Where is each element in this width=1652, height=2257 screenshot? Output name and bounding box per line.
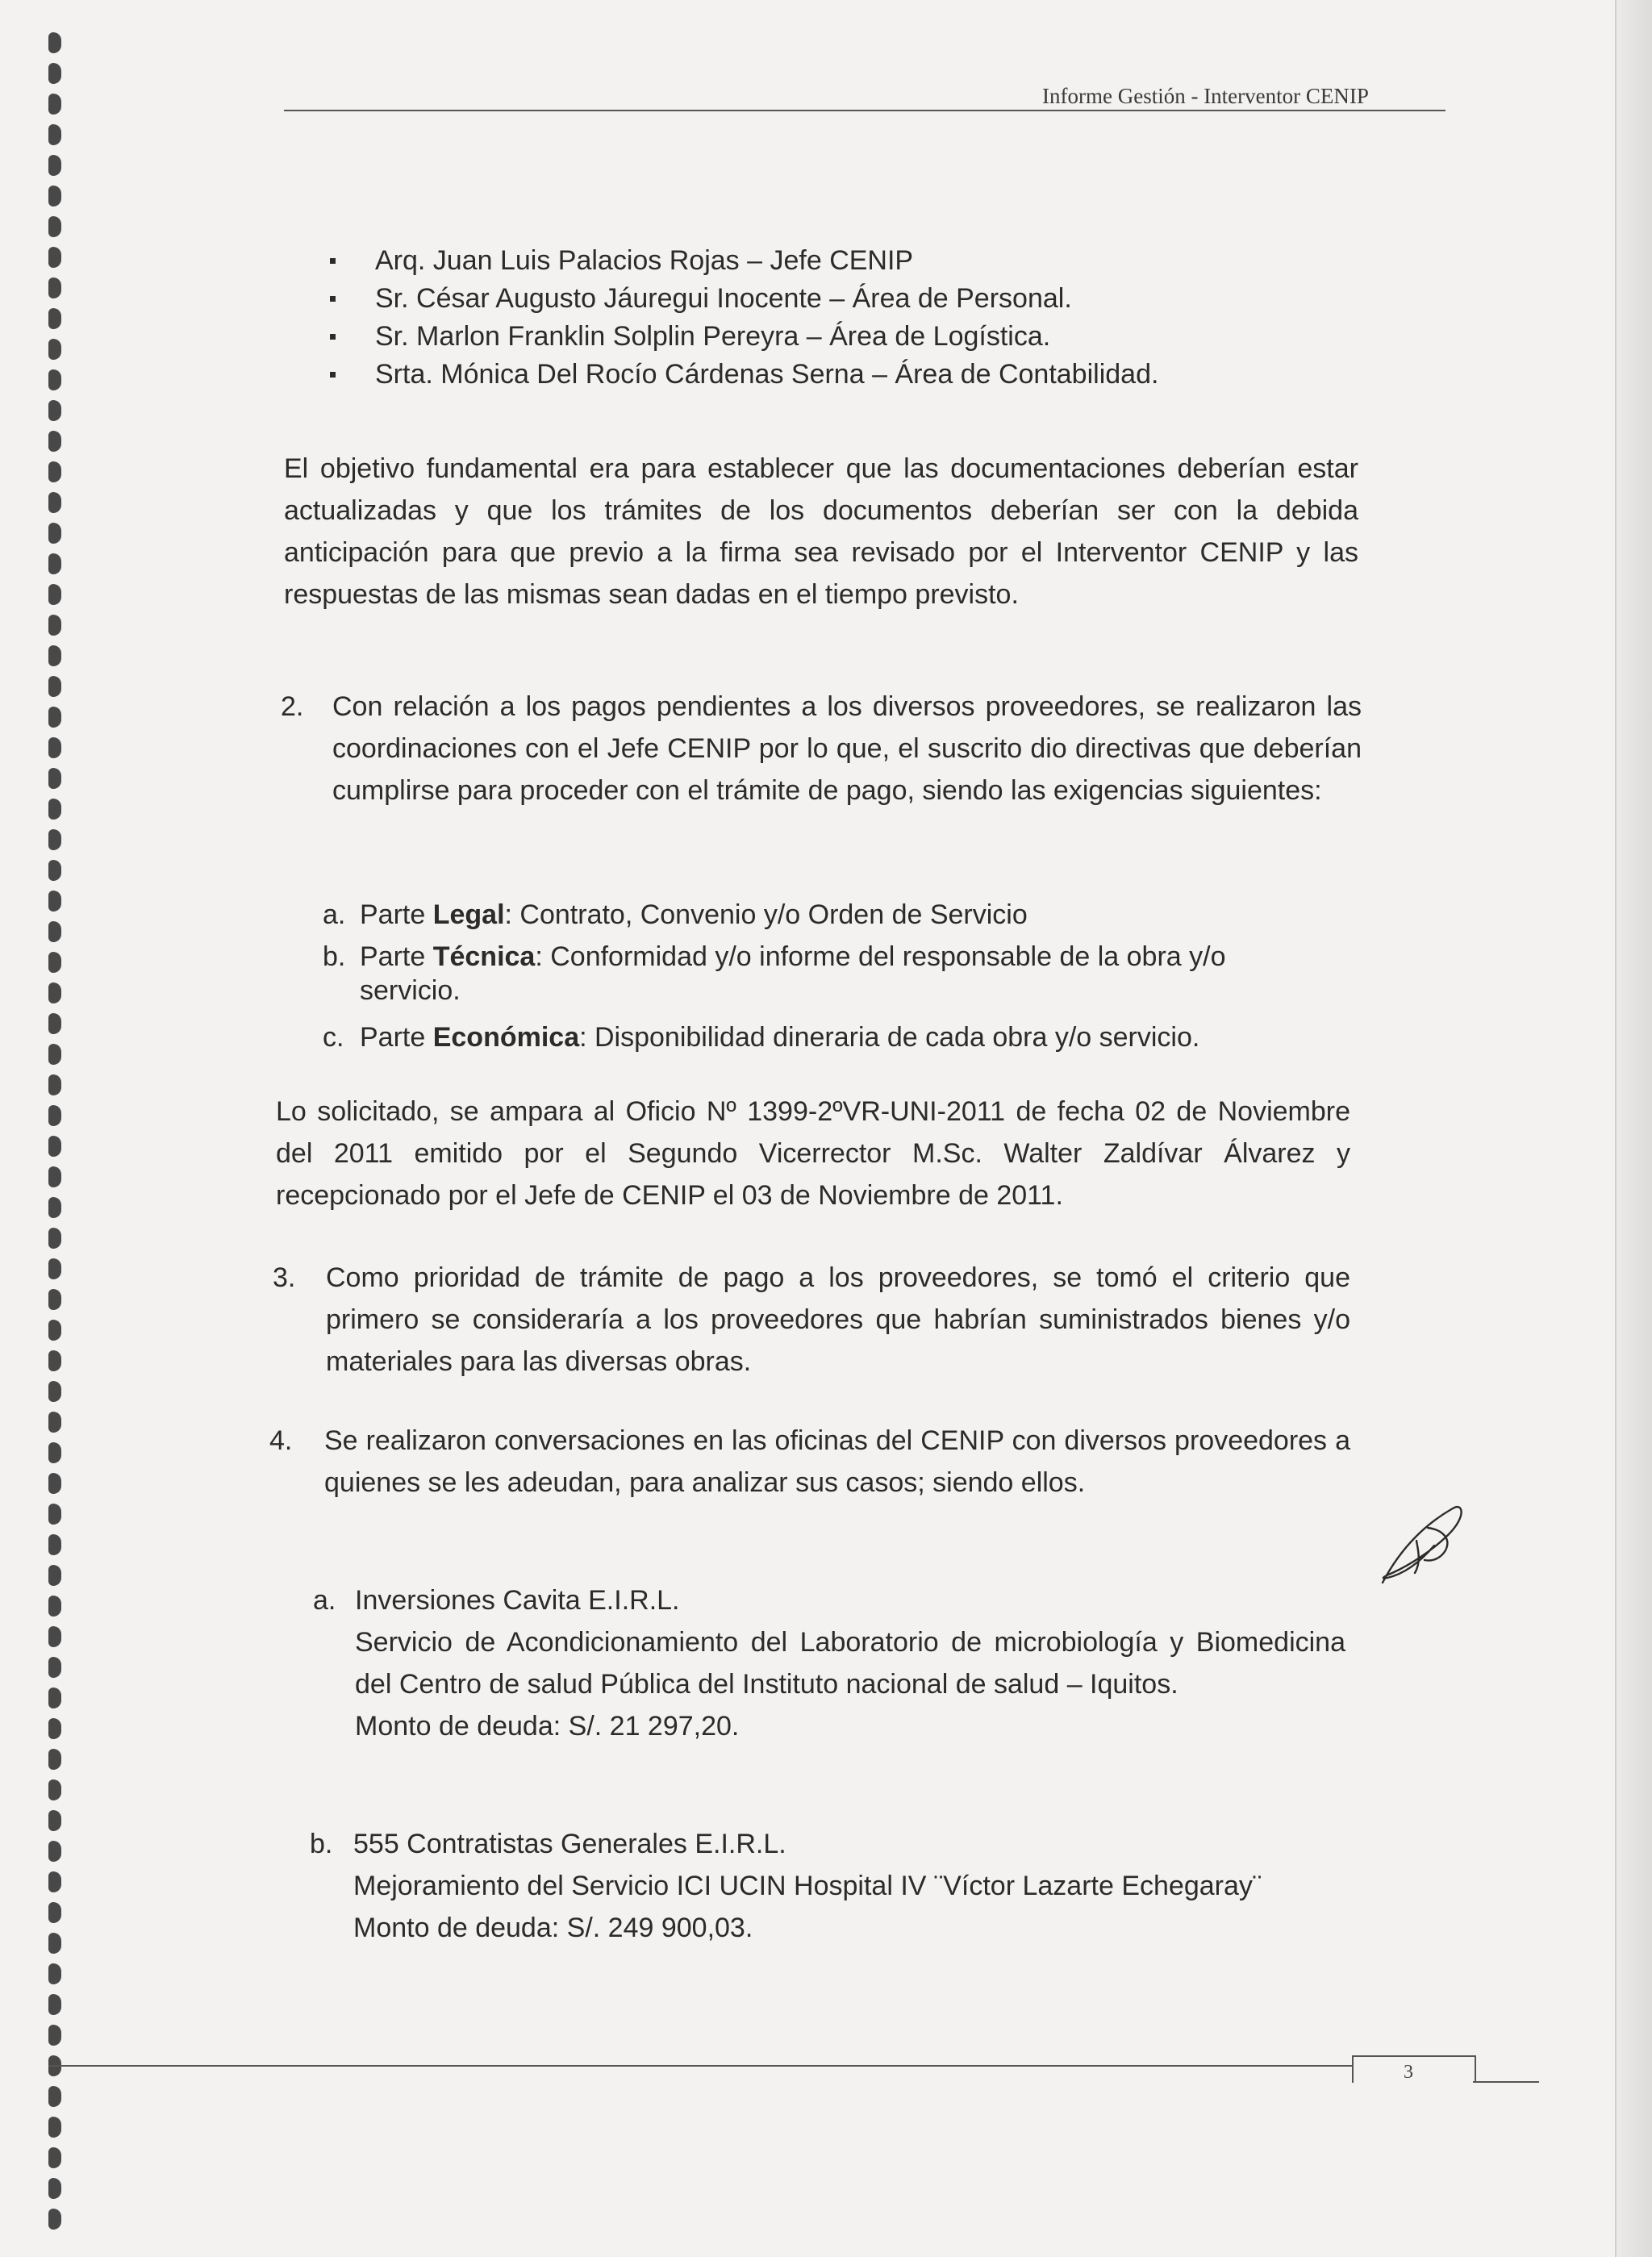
binding-hole-icon bbox=[48, 277, 61, 298]
list-item: Sr. Marlon Franklin Solplin Pereyra – Área de Logística. bbox=[327, 318, 1375, 356]
bullet-square-icon bbox=[330, 372, 336, 378]
requirement-tecnica-continuation: servicio. bbox=[360, 975, 461, 1006]
binding-hole-icon bbox=[48, 492, 61, 513]
binding-hole-icon bbox=[48, 1657, 61, 1678]
requirement-economica: c. Parte Económica: Disponibilidad dineraria de cada obra y/o servicio. bbox=[323, 1022, 1200, 1053]
binding-hole-icon bbox=[48, 2147, 61, 2168]
list-item: Arq. Juan Luis Palacios Rojas – Jefe CENIP bbox=[327, 242, 1375, 280]
binding-hole-icon bbox=[48, 952, 61, 973]
page-number-box bbox=[1352, 2055, 1476, 2083]
provider-name: 555 Contratistas Generales E.I.R.L. bbox=[353, 1829, 786, 1859]
binding-hole-icon bbox=[48, 339, 61, 360]
binding-hole-icon bbox=[48, 1534, 61, 1555]
binding-hole-icon bbox=[48, 1228, 61, 1249]
binding-hole-icon bbox=[48, 921, 61, 942]
binding-hole-icon bbox=[48, 1718, 61, 1739]
item-4 bbox=[269, 1420, 1350, 1549]
binding-hole-icon bbox=[48, 1565, 61, 1586]
binding-hole-icon bbox=[48, 584, 61, 605]
binding-hole-icon bbox=[48, 891, 61, 912]
requirement-tecnica: b. Parte Técnica: Conformidad y/o informe del responsable de la obra y/o bbox=[323, 941, 1226, 972]
binding-hole-icon bbox=[48, 94, 61, 115]
binding-hole-icon bbox=[48, 1810, 61, 1831]
binding-hole-icon bbox=[48, 1381, 61, 1402]
binding-hole-icon bbox=[48, 1442, 61, 1463]
binding-hole-icon bbox=[48, 431, 61, 452]
binding-hole-icon bbox=[48, 523, 61, 544]
item-text: Se realizaron conversaciones en las oficinas del CENIP con diversos proveedores a quienes se les adeudan, para analizar sus casos; siendo ellos. bbox=[324, 1425, 1350, 1498]
provider-body bbox=[355, 1579, 1345, 1747]
binding-hole-icon bbox=[48, 1074, 61, 1095]
provider-letter: a. bbox=[313, 1585, 336, 1616]
list-item: Srta. Mónica Del Rocío Cárdenas Serna – Área de Contabilidad. bbox=[327, 356, 1375, 394]
binding-hole-icon bbox=[48, 124, 61, 145]
header-rule bbox=[284, 110, 1446, 111]
item-number: 3. bbox=[273, 1262, 296, 1293]
binding-hole-icon bbox=[48, 2025, 61, 2046]
provider-item bbox=[310, 1823, 1342, 2000]
binding-hole-icon bbox=[48, 400, 61, 421]
binding-hole-icon bbox=[48, 1166, 61, 1187]
binding-hole-icon bbox=[48, 461, 61, 482]
binding-hole-icon bbox=[48, 829, 61, 850]
binding-hole-icon bbox=[48, 1258, 61, 1279]
binding-hole-icon bbox=[48, 32, 61, 53]
binding-hole-icon bbox=[48, 1902, 61, 1923]
provider-debt: Monto de deuda: S/. 249 900,03. bbox=[353, 1913, 753, 1943]
binding-hole-icon bbox=[48, 1013, 61, 1034]
binding-hole-icon bbox=[48, 1871, 61, 1892]
binding-hole-icon bbox=[48, 1779, 61, 1800]
binding-hole-icon bbox=[48, 2117, 61, 2138]
bullet-square-icon bbox=[330, 258, 336, 264]
bullet-square-icon bbox=[330, 334, 336, 340]
binding-hole-icon bbox=[48, 1289, 61, 1310]
provider-body bbox=[353, 1823, 1342, 1949]
binding-hole-icon bbox=[48, 982, 61, 1003]
footer-rule-end bbox=[1473, 2081, 1539, 2083]
binding-hole-icon bbox=[48, 1963, 61, 1984]
oficio-paragraph: Lo solicitado, se ampara al Oficio Nº 1399-2ºVR-UNI-2011 de fecha 02 de Noviembre del 2011 emitido por el Segundo Vicerrector M.Sc. Walter Zaldívar Álvarez y recepcionado por el Jefe de CENIP el 03 de Noviembre de 2011. bbox=[276, 1096, 1350, 1211]
provider-debt: Monto de deuda: S/. 21 297,20. bbox=[355, 1711, 740, 1742]
binding-hole-icon bbox=[48, 1688, 61, 1708]
binding-hole-icon bbox=[48, 308, 61, 329]
item-text: Como prioridad de trámite de pago a los proveedores, se tomó el criterio que primero se consideraría a los proveedores que habrían suministrados bienes y/o materiales para las diversas obras. bbox=[326, 1262, 1350, 1377]
binding-hole-icon bbox=[48, 799, 61, 820]
binding-hole-icon bbox=[48, 1105, 61, 1126]
binding-hole-icon bbox=[48, 1320, 61, 1341]
page-number: 3 bbox=[1404, 2062, 1413, 2083]
binding-hole-icon bbox=[48, 1197, 61, 1218]
item-number: 2. bbox=[281, 691, 304, 722]
binding-hole-icon bbox=[48, 1044, 61, 1065]
bullet-square-icon bbox=[330, 296, 336, 302]
signature-icon bbox=[1368, 1492, 1473, 1597]
binding-hole-icon bbox=[48, 707, 61, 728]
binding-hole-icon bbox=[48, 186, 61, 207]
objective-paragraph: El objetivo fundamental era para establecer que las documentaciones deberían estar actualizadas y que los trámites de los documentos deberían ser con la debida anticipación para que previo a la firma sea revisado por el Interventor CENIP y las respuestas de las mismas sean dadas en el tiempo previsto. bbox=[284, 453, 1358, 610]
binding-hole-icon bbox=[48, 247, 61, 268]
binding-hole-icon bbox=[48, 645, 61, 666]
binding-holes bbox=[0, 0, 65, 2257]
binding-hole-icon bbox=[48, 615, 61, 636]
requirement-legal: a. Parte Legal: Contrato, Convenio y/o Orden de Servicio bbox=[323, 899, 1028, 930]
binding-hole-icon bbox=[48, 1749, 61, 1770]
binding-hole-icon bbox=[48, 737, 61, 758]
binding-hole-icon bbox=[48, 63, 61, 84]
item-2 bbox=[281, 686, 1362, 855]
binding-hole-icon bbox=[48, 676, 61, 697]
header-title: Informe Gestión - Interventor CENIP bbox=[1042, 84, 1369, 108]
provider-service: Mejoramiento del Servicio ICI UCIN Hospital IV ¨Víctor Lazarte Echegaray¨ bbox=[353, 1871, 1262, 1901]
list-item: Sr. César Augusto Jáuregui Inocente – Área de Personal. bbox=[327, 280, 1375, 318]
provider-letter: b. bbox=[310, 1829, 333, 1859]
binding-hole-icon bbox=[48, 155, 61, 176]
binding-hole-icon bbox=[48, 1136, 61, 1157]
binding-hole-icon bbox=[48, 860, 61, 881]
binding-hole-icon bbox=[48, 369, 61, 390]
binding-hole-icon bbox=[48, 2086, 61, 2107]
page-edge-shadow bbox=[1615, 0, 1652, 2257]
binding-hole-icon bbox=[48, 1473, 61, 1494]
binding-hole-icon bbox=[48, 1504, 61, 1525]
item-3 bbox=[273, 1257, 1350, 1386]
item-text: Con relación a los pagos pendientes a los diversos proveedores, se realizaron las coordinaciones con el Jefe CENIP por lo que, el suscrito dio directivas que deberían cumplirse para proceder con el trámite de pago, siendo las exigencias siguientes: bbox=[332, 691, 1362, 806]
binding-hole-icon bbox=[48, 1596, 61, 1617]
binding-hole-icon bbox=[48, 1412, 61, 1433]
binding-hole-icon bbox=[48, 2178, 61, 2199]
provider-service: Servicio de Acondicionamiento del Laboratorio de microbiología y Biomedicina del Centro de salud Pública del Instituto nacional de salud – Iquitos. bbox=[355, 1627, 1345, 1700]
binding-hole-icon bbox=[48, 1841, 61, 1862]
binding-hole-icon bbox=[48, 1994, 61, 2015]
provider-name: Inversiones Cavita E.I.R.L. bbox=[355, 1585, 680, 1616]
binding-hole-icon bbox=[48, 216, 61, 237]
binding-hole-icon bbox=[48, 1626, 61, 1647]
binding-hole-icon bbox=[48, 1350, 61, 1371]
provider-item bbox=[313, 1579, 1345, 1781]
binding-hole-icon bbox=[48, 1933, 61, 1954]
item-number: 4. bbox=[269, 1425, 293, 1456]
binding-hole-icon bbox=[48, 553, 61, 574]
attendee-list bbox=[327, 242, 1375, 394]
footer-rule bbox=[48, 2065, 1354, 2067]
binding-hole-icon bbox=[48, 2209, 61, 2230]
binding-hole-icon bbox=[48, 768, 61, 789]
